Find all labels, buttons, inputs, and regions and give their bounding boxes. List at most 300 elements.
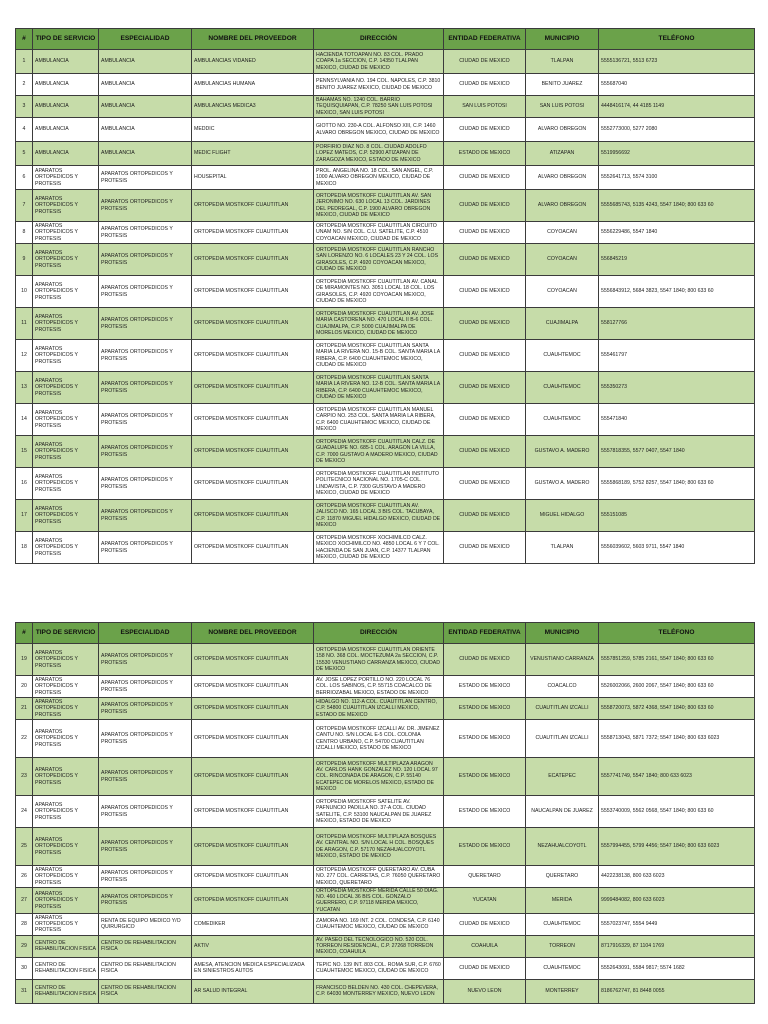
especialidad-cell: AMBULANCIA [99,50,192,74]
proveedor-cell: AMBULANCIAS MEDICA3 [192,96,314,118]
proveedor-cell: ORTOPEDIA MOSTKOFF CUAUTITLAN [192,468,314,500]
telefono-cell: 5557023747, 5554 9449 [599,913,755,935]
telefono-cell: 5558713043, 5871 7372; 5547 1840; 800 633 6023 [599,720,755,758]
proveedor-cell: AR SALUD INTEGRAL [192,979,314,1003]
entidad-cell: CIUDAD DE MEXICO [444,372,526,404]
especialidad-cell: APARATOS ORTOPEDICOS Y PROTESIS [99,500,192,532]
row-number-cell: 31 [16,979,33,1003]
telefono-cell: 5556039602, 5603 9711, 5547 1840 [599,532,755,564]
especialidad-cell: APARATOS ORTOPEDICOS Y PROTESIS [99,190,192,222]
tipo-servicio-cell: APARATOS ORTOPEDICOS Y PROTESIS [33,190,99,222]
providers-table-1 [15,28,755,564]
tipo-servicio-cell: APARATOS ORTOPEDICOS Y PROTESIS [33,308,99,340]
municipio-cell: CUAUHTEMOC [526,340,599,372]
entidad-cell: ESTADO DE MEXICO [444,142,526,166]
row-number-cell: 8 [16,222,33,244]
municipio-cell: TLALPAN [526,532,599,564]
tipo-servicio-cell: APARATOS ORTOPEDICOS Y PROTESIS [33,828,99,866]
especialidad-cell: APARATOS ORTOPEDICOS Y PROTESIS [99,796,192,828]
tipo-servicio-cell: APARATOS ORTOPEDICOS Y PROTESIS [33,436,99,468]
especialidad-cell: AMBULANCIA [99,96,192,118]
direccion-cell: PROL. ANGELINA NO. 18 COL. SAN ANGEL, C.P. 1000 ALVARO OBREGON MEXICO, CIUDAD DE MEXICO [314,166,444,190]
municipio-cell: QUERETARO [526,866,599,888]
direccion-cell: ORTOPEDIA MOSTKOFF CUAUTITLAN CALZ. DE GUADALUPE NO. 685-1 COL. ARAGON LA VILLA, C.P. 7000 GUSTAVO A MADERO MEXICO, CIUDAD DE MEXICO [314,436,444,468]
especialidad-cell: APARATOS ORTOPEDICOS Y PROTESIS [99,308,192,340]
entidad-cell: CIUDAD DE MEXICO [444,276,526,308]
entidad-cell: CIUDAD DE MEXICO [444,404,526,436]
direccion-cell: ZAMORA NO. 169 INT. 2 COL. CONDESA, C.P. 6140 CUAUHTEMOC MEXICO, CIUDAD DE MEXICO [314,913,444,935]
proveedor-cell: ORTOPEDIA MOSTKOFF CUAUTITLAN [192,888,314,914]
entidad-cell: YUCATAN [444,888,526,914]
entidad-cell: CIUDAD DE MEXICO [444,166,526,190]
header-direccion: DIRECCIÓN [314,29,444,50]
municipio-cell: NAUCALPAN DE JUAREZ [526,796,599,828]
row-number-cell: 20 [16,676,33,698]
table-row [16,676,755,698]
row-number-cell: 18 [16,532,33,564]
especialidad-cell: APARATOS ORTOPEDICOS Y PROTESIS [99,276,192,308]
direccion-cell: FRANCISCO BELDEN NO. 430 COL. CHEPEVERA, C.P. 64030 MONTERREY MEXICO, NUEVO LEON [314,979,444,1003]
entidad-cell: CIUDAD DE MEXICO [444,340,526,372]
row-number-cell: 27 [16,888,33,914]
entidad-cell: ESTADO DE MEXICO [444,796,526,828]
row-number-cell: 1 [16,50,33,74]
especialidad-cell: APARATOS ORTOPEDICOS Y PROTESIS [99,436,192,468]
especialidad-cell: APARATOS ORTOPEDICOS Y PROTESIS [99,468,192,500]
direccion-cell: ORTOPEDIA MOSTKOFF MERIDA CALLE 50 DIAG. NO. 460 LOCAL 36 BIS COL. GONZALO GUERRERO, C.P. 97118 MERIDA MEXICO, YUCATAN [314,888,444,914]
row-number-cell: 22 [16,720,33,758]
table-row [16,222,755,244]
header-entidad: ENTIDAD FEDERATIVA [444,29,526,50]
row-number-cell: 21 [16,698,33,720]
table-row [16,957,755,979]
telefono-cell: 5558720073, 5872 4368, 5547 1840; 800 633 60 [599,698,755,720]
entidad-cell: CIUDAD DE MEXICO [444,222,526,244]
telefono-cell: 555471840 [599,404,755,436]
municipio-cell: VENUSTIANO CARRANZA [526,644,599,676]
tipo-servicio-cell: AMBULANCIA [33,50,99,74]
row-number-cell: 10 [16,276,33,308]
especialidad-cell: AMBULANCIA [99,142,192,166]
table-row [16,913,755,935]
tipo-servicio-cell: APARATOS ORTOPEDICOS Y PROTESIS [33,166,99,190]
tipo-servicio-cell: APARATOS ORTOPEDICOS Y PROTESIS [33,720,99,758]
header-entidad: ENTIDAD FEDERATIVA [444,623,526,644]
telefono-cell: 5552641713, 5574 3100 [599,166,755,190]
direccion-cell: ORTOPEDIA MOSTKOFF CUAUTITLAN SANTA MARIA LA RIVERA NO. 15-B COL. SANTA MARIA LA RIBERA, C.P. 6400 CUAUHTEMOC MEXICO, CIUDAD DE MEXICO [314,340,444,372]
proveedor-cell: ORTOPEDIA MOSTKOFF CUAUTITLAN [192,698,314,720]
municipio-cell: BENITO JUAREZ [526,74,599,96]
municipio-cell: COYOACAN [526,244,599,276]
proveedor-cell: ORTOPEDIA MOSTKOFF CUAUTITLAN [192,276,314,308]
table-row [16,404,755,436]
especialidad-cell: CENTRO DE REHABILITACION FISICA [99,957,192,979]
header-row [16,29,755,50]
telefono-cell: 5556229486, 5547 1840 [599,222,755,244]
header-num: # [16,623,33,644]
table-row [16,698,755,720]
table-row [16,96,755,118]
providers-table-2 [15,622,755,1004]
especialidad-cell: APARATOS ORTOPEDICOS Y PROTESIS [99,720,192,758]
especialidad-cell: AMBULANCIA [99,118,192,142]
header-telefono: TELÉFONO [599,29,755,50]
especialidad-cell: APARATOS ORTOPEDICOS Y PROTESIS [99,866,192,888]
municipio-cell: CUAJIMALPA [526,308,599,340]
header-especialidad: ESPECIALIDAD [99,29,192,50]
telefono-cell: 555461797 [599,340,755,372]
entidad-cell: COAHUILA [444,935,526,957]
entidad-cell: CIUDAD DE MEXICO [444,244,526,276]
entidad-cell: ESTADO DE MEXICO [444,676,526,698]
row-number-cell: 24 [16,796,33,828]
header-municipio: MUNICIPIO [526,29,599,50]
especialidad-cell: CENTRO DE REHABILITACION FISICA [99,979,192,1003]
especialidad-cell: APARATOS ORTOPEDICOS Y PROTESIS [99,222,192,244]
direccion-cell: HIDALGO NO. 112-A COL. CUAUTITLAN CENTRO, C.P. 54800 CUAUTITLAN IZCALLI MEXICO, ESTADO DE MEXICO [314,698,444,720]
direccion-cell: ORTOPEDIA MOSTKOFF CUAUTITLAN SANTA MARIA LA RIVERA NO. 12-B COL. SANTA MARIA LA RIBERA, C.P. 6400 CUAUHTEMOC MEXICO, CIUDAD DE MEXICO [314,372,444,404]
table-row [16,796,755,828]
proveedor-cell: ORTOPEDIA MOSTKOFF CUAUTITLAN [192,828,314,866]
especialidad-cell: APARATOS ORTOPEDICOS Y PROTESIS [99,404,192,436]
tipo-servicio-cell: APARATOS ORTOPEDICOS Y PROTESIS [33,404,99,436]
header-telefono: TELÉFONO [599,623,755,644]
tipo-servicio-cell: APARATOS ORTOPEDICOS Y PROTESIS [33,888,99,914]
proveedor-cell: AMBULANCIAS VIDANED [192,50,314,74]
direccion-cell: ORTOPEDIA MOSTKOFF MULTIPLAZA BOSQUES AV. CENTRAL NO. S/N LOCAL H COL. BOSQUES DE ARAGON, C.P. 57170 NEZAHUALCOYOTL MEXICO, ESTADO DE MEXICO [314,828,444,866]
telefono-cell: 5557851259, 5785 2161, 5547 1840; 800 633 60 [599,644,755,676]
entidad-cell: NUEVO LEON [444,979,526,1003]
tipo-servicio-cell: APARATOS ORTOPEDICOS Y PROTESIS [33,913,99,935]
entidad-cell: SAN LUIS POTOSI [444,96,526,118]
row-number-cell: 4 [16,118,33,142]
table-row [16,888,755,914]
row-number-cell: 25 [16,828,33,866]
header-proveedor: NOMBRE DEL PROVEEDOR [192,29,314,50]
telefono-cell: 558127766 [599,308,755,340]
tipo-servicio-cell: APARATOS ORTOPEDICOS Y PROTESIS [33,796,99,828]
especialidad-cell: APARATOS ORTOPEDICOS Y PROTESIS [99,644,192,676]
tipo-servicio-cell: CENTRO DE REHABILITACION FISICA [33,935,99,957]
row-number-cell: 11 [16,308,33,340]
especialidad-cell: AMBULANCIA [99,74,192,96]
tipo-servicio-cell: AMBULANCIA [33,74,99,96]
entidad-cell: CIUDAD DE MEXICO [444,644,526,676]
table-row [16,866,755,888]
municipio-cell: GUSTAVO A. MADERO [526,468,599,500]
table-row [16,190,755,222]
proveedor-cell: HOUSEPITAL [192,166,314,190]
proveedor-cell: ORTOPEDIA MOSTKOFF CUAUTITLAN [192,372,314,404]
table-row [16,166,755,190]
row-number-cell: 17 [16,500,33,532]
direccion-cell: TEPIC NO. 139 INT. 803 COL. ROMA SUR, C.P. 6760 CUAUHTEMOC MEXICO, CIUDAD DE MEXICO [314,957,444,979]
direccion-cell: GIOTTO NO. 230-A COL. ALFONSO XIII, C.P. 1460 ALVARO OBREGON MEXICO, CIUDAD DE MEXICO [314,118,444,142]
header-especialidad: ESPECIALIDAD [99,623,192,644]
tipo-servicio-cell: APARATOS ORTOPEDICOS Y PROTESIS [33,866,99,888]
entidad-cell: CIUDAD DE MEXICO [444,500,526,532]
proveedor-cell: ORTOPEDIA MOSTKOFF CUAUTITLAN [192,244,314,276]
table-row [16,118,755,142]
proveedor-cell: ORTOPEDIA MOSTKOFF CUAUTITLAN [192,340,314,372]
entidad-cell: CIUDAD DE MEXICO [444,957,526,979]
row-number-cell: 16 [16,468,33,500]
tipo-servicio-cell: APARATOS ORTOPEDICOS Y PROTESIS [33,372,99,404]
especialidad-cell: APARATOS ORTOPEDICOS Y PROTESIS [99,532,192,564]
header-direccion: DIRECCIÓN [314,623,444,644]
entidad-cell: ESTADO DE MEXICO [444,828,526,866]
row-number-cell: 26 [16,866,33,888]
table-row [16,276,755,308]
tipo-servicio-cell: CENTRO DE REHABILITACION FISICA [33,957,99,979]
especialidad-cell: CENTRO DE REHABILITACION FISICA [99,935,192,957]
table-row [16,644,755,676]
entidad-cell: CIUDAD DE MEXICO [444,468,526,500]
tipo-servicio-cell: APARATOS ORTOPEDICOS Y PROTESIS [33,644,99,676]
tipo-servicio-cell: AMBULANCIA [33,142,99,166]
proveedor-cell: AMBULANCIAS HUMANA [192,74,314,96]
telefono-cell: 5555868189, 5752 8257, 5547 1840; 800 633 60 [599,468,755,500]
municipio-cell: CUAUTITLAN IZCALLI [526,698,599,720]
direccion-cell: AV. PASEO DEL TECNOLOGICO NO. 520 COL. TORREON RESIDENCIAL, C.P. 27268 TORREON MEXICO, COAHUILA [314,935,444,957]
row-number-cell: 30 [16,957,33,979]
especialidad-cell: APARATOS ORTOPEDICOS Y PROTESIS [99,166,192,190]
tipo-servicio-cell: APARATOS ORTOPEDICOS Y PROTESIS [33,758,99,796]
municipio-cell: TORREON [526,935,599,957]
tipo-servicio-cell: CENTRO DE REHABILITACION FISICA [33,979,99,1003]
table-body [16,50,755,564]
municipio-cell: ATIZAPAN [526,142,599,166]
especialidad-cell: APARATOS ORTOPEDICOS Y PROTESIS [99,758,192,796]
tipo-servicio-cell: APARATOS ORTOPEDICOS Y PROTESIS [33,468,99,500]
tipo-servicio-cell: APARATOS ORTOPEDICOS Y PROTESIS [33,698,99,720]
row-number-cell: 15 [16,436,33,468]
table-row [16,720,755,758]
municipio-cell: COYOACAN [526,276,599,308]
tipo-servicio-cell: APARATOS ORTOPEDICOS Y PROTESIS [33,500,99,532]
especialidad-cell: APARATOS ORTOPEDICOS Y PROTESIS [99,340,192,372]
proveedor-cell: ORTOPEDIA MOSTKOFF CUAUTITLAN [192,190,314,222]
entidad-cell: ESTADO DE MEXICO [444,720,526,758]
telefono-cell: 5553740009, 5562 0568, 5547 1840; 800 633 60 [599,796,755,828]
table-row [16,372,755,404]
telefono-cell: 5519956692 [599,142,755,166]
entidad-cell: CIUDAD DE MEXICO [444,308,526,340]
direccion-cell: ORTOPEDIA MOSTKOFF XOCHIMILCO CALZ. MEXICO XOCHIMILCO NO. 4850 LOCAL 6 Y 7 COL. HACIENDA DE SAN JUAN, C.P. 14377 TLALPAN MEXICO, CIUDAD DE MEXICO [314,532,444,564]
row-number-cell: 3 [16,96,33,118]
table-row [16,436,755,468]
direccion-cell: AV. JOSE LOPEZ PORTILLO NO. 220 LOCAL 76 COL. LOS SABINOS, C.P. 55715 COACALCO DE BERRIOZABAL MEXICO, ESTADO DE MEXICO [314,676,444,698]
direccion-cell: ORTOPEDIA MOSTKOFF QUERETARO AV. CUBA NO. 277 COL. CARRETAS, C.P. 76050 QUERETARO MEXICO, QUERETARO [314,866,444,888]
especialidad-cell: APARATOS ORTOPEDICOS Y PROTESIS [99,888,192,914]
table-row [16,468,755,500]
direccion-cell: PENNSYLVANIA NO. 194 COL. NAPOLES, C.P. 3810 BENITO JUAREZ MEXICO, CIUDAD DE MEXICO [314,74,444,96]
municipio-cell: GUSTAVO A. MADERO [526,436,599,468]
entidad-cell: CIUDAD DE MEXICO [444,436,526,468]
telefono-cell: 5556843912, 5684 3823, 5547 1840; 800 633 60 [599,276,755,308]
direccion-cell: ORTOPEDIA MOSTKOFF CUAUTITLAN ORIENTE 158 NO. 368 COL. MOCTEZUMA 2a SECCION, C.P. 15530 VENUSTIANO CARRANZA MEXICO, CIUDAD DE MEXICO [314,644,444,676]
table-row [16,244,755,276]
proveedor-cell: ORTOPEDIA MOSTKOFF CUAUTITLAN [192,404,314,436]
entidad-cell: CIUDAD DE MEXICO [444,74,526,96]
entidad-cell: CIUDAD DE MEXICO [444,118,526,142]
telefono-cell: 556845219 [599,244,755,276]
table-row [16,532,755,564]
direccion-cell: HACIENDA TOTOAPAN NO. 83 COL. PRADO COAPA 1a SECCION, C.P. 14350 TLALPAN MEXICO, CIUDAD DE MEXICO [314,50,444,74]
direccion-cell: ORTOPEDIA MOSTKOFF CUAUTITLAN AV. JALISCO NO. 165 LOCAL 3 BIS COL. TACUBAYA, C.P. 11870 MIGUEL HIDALGO MEXICO, CIUDAD DE MEXICO [314,500,444,532]
tipo-servicio-cell: APARATOS ORTOPEDICOS Y PROTESIS [33,276,99,308]
municipio-cell: SAN LUIS POTOSI [526,96,599,118]
direccion-cell: ORTOPEDIA MOSTKOFF CUAUTITLAN AV. JOSE MARIA CASTORENA NO. 470 LOCAL II B-6 COL. CUAJIMALPA, C.P. 5000 CUAJIMALPA DE MORELOS MEXICO, CIUDAD DE MEXICO [314,308,444,340]
tipo-servicio-cell: AMBULANCIA [33,118,99,142]
tipo-servicio-cell: APARATOS ORTOPEDICOS Y PROTESIS [33,340,99,372]
row-number-cell: 2 [16,74,33,96]
entidad-cell: ESTADO DE MEXICO [444,698,526,720]
municipio-cell: MERIDA [526,888,599,914]
proveedor-cell: MEDDIC [192,118,314,142]
row-number-cell: 7 [16,190,33,222]
table-row [16,935,755,957]
especialidad-cell: APARATOS ORTOPEDICOS Y PROTESIS [99,698,192,720]
proveedor-cell: AKTIV [192,935,314,957]
especialidad-cell: APARATOS ORTOPEDICOS Y PROTESIS [99,676,192,698]
tipo-servicio-cell: APARATOS ORTOPEDICOS Y PROTESIS [33,532,99,564]
direccion-cell: ORTOPEDIA MOSTKOFF CUAUTITLAN INSTITUTO POLITECNICO NACIONAL NO. 1705-C COL. LINDAVISTA, C.P. 7300 GUSTAVO A MADERO MEXICO, CIUDAD DE MEXICO [314,468,444,500]
telefono-cell: 4448416174, 44 4185 1149 [599,96,755,118]
municipio-cell: CUAUHTEMOC [526,404,599,436]
direccion-cell: PORFIRIO DIAZ NO. 8 COL. CIUDAD ADOLFO LOPEZ MATEOS, C.P. 52900 ATIZAPAN DE ZARAGOZA MEXICO, ESTADO DE MEXICO [314,142,444,166]
telefono-cell: 555350273 [599,372,755,404]
proveedor-cell: COMEDIKER [192,913,314,935]
direccion-cell: ORTOPEDIA MOSTKOFF IZCALLI AV. DR. JIMENEZ CANTU NO. S/N LOCAL E-5 COL. COLONIA CENTRO URBANO, C.P. 54700 CUAUTITLAN IZCALLI MEXICO, ESTADO DE MEXICO [314,720,444,758]
entidad-cell: ESTADO DE MEXICO [444,758,526,796]
table-row [16,828,755,866]
especialidad-cell: APARATOS ORTOPEDICOS Y PROTESIS [99,828,192,866]
proveedor-cell: ORTOPEDIA MOSTKOFF CUAUTITLAN [192,676,314,698]
especialidad-cell: APARATOS ORTOPEDICOS Y PROTESIS [99,372,192,404]
municipio-cell: CUAUTITLAN IZCALLI [526,720,599,758]
table-row [16,979,755,1003]
proveedor-cell: MEDIC FLIGHT [192,142,314,166]
direccion-cell: ORTOPEDIA MOSTKOFF MULTIPLAZA ARAGON AV. CARLOS HANK GONZALEZ NO. 120 LOCAL 97 COL. RINCONADA DE ARAGON, C.P. 55140 ECATEPEC DE MORELOS MEXICO, ESTADO DE MEXICO [314,758,444,796]
header-num: # [16,29,33,50]
telefono-cell: 5552773000, 5277 2080 [599,118,755,142]
tipo-servicio-cell: AMBULANCIA [33,96,99,118]
telefono-cell: 5557818355, 5577 0407, 5547 1840 [599,436,755,468]
municipio-cell: ALVARO OBREGON [526,190,599,222]
telefono-cell: 9999484082, 800 633 6023 [599,888,755,914]
proveedor-cell: ORTOPEDIA MOSTKOFF CUAUTITLAN [192,644,314,676]
telefono-cell: 5557741749, 5547 1840; 800 633 6023 [599,758,755,796]
telefono-cell: 8717916329, 87 1104 1769 [599,935,755,957]
direccion-cell: ORTOPEDIA MOSTKOFF CUAUTITLAN RANCHO SAN LORENZO NO. 6 LOCALES 23 Y 24 COL. LOS GIRASOLES, C.P. 4920 COYOACAN MEXICO, CIUDAD DE MEXICO [314,244,444,276]
telefono-cell: 5526002066, 2600 2067, 5547 1840; 800 633 60 [599,676,755,698]
row-number-cell: 5 [16,142,33,166]
row-number-cell: 13 [16,372,33,404]
header-tipo: TIPO DE SERVICIO [33,623,99,644]
telefono-cell: 5555685743, 5135 4243, 5547 1840; 800 633 60 [599,190,755,222]
municipio-cell: ECATEPEC [526,758,599,796]
telefono-cell: 4422238138, 800 633 6023 [599,866,755,888]
proveedor-cell: ORTOPEDIA MOSTKOFF CUAUTITLAN [192,500,314,532]
header-municipio: MUNICIPIO [526,623,599,644]
header-proveedor: NOMBRE DEL PROVEEDOR [192,623,314,644]
row-number-cell: 12 [16,340,33,372]
table-row [16,500,755,532]
table-row [16,308,755,340]
tipo-servicio-cell: APARATOS ORTOPEDICOS Y PROTESIS [33,222,99,244]
telefono-cell: 5552643091, 5584 9817; 5574 1682 [599,957,755,979]
entidad-cell: CIUDAD DE MEXICO [444,913,526,935]
municipio-cell: MONTERREY [526,979,599,1003]
header-row [16,623,755,644]
telefono-cell: 555151085 [599,500,755,532]
especialidad-cell: APARATOS ORTOPEDICOS Y PROTESIS [99,244,192,276]
municipio-cell: TLALPAN [526,50,599,74]
proveedor-cell: ORTOPEDIA MOSTKOFF CUAUTITLAN [192,436,314,468]
municipio-cell: CUAUHTEMOC [526,913,599,935]
direccion-cell: ORTOPEDIA MOSTKOFF SATELITE AV. PAFNUNCIO PADILLA NO. 37-A COL. CIUDAD SATELITE, C.P. 53100 NAUCALPAN DE JUAREZ MEXICO, ESTADO DE MEXICO [314,796,444,828]
header-tipo: TIPO DE SERVICIO [33,29,99,50]
proveedor-cell: ORTOPEDIA MOSTKOFF CUAUTITLAN [192,796,314,828]
direccion-cell: ORTOPEDIA MOSTKOFF CUAUTITLAN CIRCUITO UNAM NO. S/N COL. C.U. SATELITE, C.P. 4510 COYOACAN MEXICO, CIUDAD DE MEXICO [314,222,444,244]
row-number-cell: 29 [16,935,33,957]
entidad-cell: QUERETARO [444,866,526,888]
direccion-cell: ORTOPEDIA MOSTKOFF CUAUTITLAN MANUEL CARPIO NO. 253 COL. SANTA MARIA LA RIBERA, C.P. 6400 CUAUHTEMOC MEXICO, CIUDAD DE MEXICO [314,404,444,436]
row-number-cell: 28 [16,913,33,935]
table-body [16,644,755,1004]
row-number-cell: 6 [16,166,33,190]
row-number-cell: 23 [16,758,33,796]
table-row [16,340,755,372]
row-number-cell: 9 [16,244,33,276]
proveedor-cell: ORTOPEDIA MOSTKOFF CUAUTITLAN [192,866,314,888]
proveedor-cell: ORTOPEDIA MOSTKOFF CUAUTITLAN [192,222,314,244]
direccion-cell: ORTOPEDIA MOSTKOFF CUAUTITLAN AV. SAN JERONIMO NO. 630 LOCAL 13 COL. JARDINES DEL PEDREGAL, C.P. 1900 ALVARO OBREGON MEXICO, CIUDAD DE MEXICO [314,190,444,222]
direccion-cell: ORTOPEDIA MOSTKOFF CUAUTITLAN AV. CANAL DE MIRAMONTES NO. 3051 LOCAL 18 COL. LOS GIRASOLES, C.P. 4920 COYOACAN MEXICO, CIUDAD DE MEXICO [314,276,444,308]
telefono-cell: 555687040 [599,74,755,96]
entidad-cell: CIUDAD DE MEXICO [444,50,526,74]
municipio-cell: COYOACAN [526,222,599,244]
municipio-cell: COACALCO [526,676,599,698]
proveedor-cell: ORTOPEDIA MOSTKOFF CUAUTITLAN [192,532,314,564]
telefono-cell: 5557994455, 5799 4456; 5547 1840; 800 633 6023 [599,828,755,866]
municipio-cell: MIGUEL HIDALGO [526,500,599,532]
municipio-cell: ALVARO OBREGON [526,166,599,190]
municipio-cell: ALVARO OBREGON [526,118,599,142]
table-row [16,74,755,96]
table-row [16,50,755,74]
municipio-cell: CUAUHTEMOC [526,957,599,979]
especialidad-cell: RENTA DE EQUIPO MEDICO Y/O QUIRURGICO [99,913,192,935]
proveedor-cell: ORTOPEDIA MOSTKOFF CUAUTITLAN [192,720,314,758]
table-row [16,142,755,166]
municipio-cell: CUAUHTEMOC [526,372,599,404]
tipo-servicio-cell: APARATOS ORTOPEDICOS Y PROTESIS [33,244,99,276]
row-number-cell: 19 [16,644,33,676]
telefono-cell: 8186762747, 81 8448 0055 [599,979,755,1003]
row-number-cell: 14 [16,404,33,436]
tipo-servicio-cell: APARATOS ORTOPEDICOS Y PROTESIS [33,676,99,698]
direccion-cell: BAHAMAS NO. 1240 COL. BARRIO TEQUISQUIAPAN, C.P. 78250 SAN LUIS POTOSI MEXICO, SAN LUIS POTOSI [314,96,444,118]
telefono-cell: 5555136721, 5513 6723 [599,50,755,74]
proveedor-cell: AMESA, ATENCION MEDICA ESPECIALIZADA EN SINIESTROS AUTOS [192,957,314,979]
proveedor-cell: ORTOPEDIA MOSTKOFF CUAUTITLAN [192,308,314,340]
entidad-cell: CIUDAD DE MEXICO [444,532,526,564]
proveedor-cell: ORTOPEDIA MOSTKOFF CUAUTITLAN [192,758,314,796]
table-row [16,758,755,796]
municipio-cell: NEZAHUALCOYOTL [526,828,599,866]
